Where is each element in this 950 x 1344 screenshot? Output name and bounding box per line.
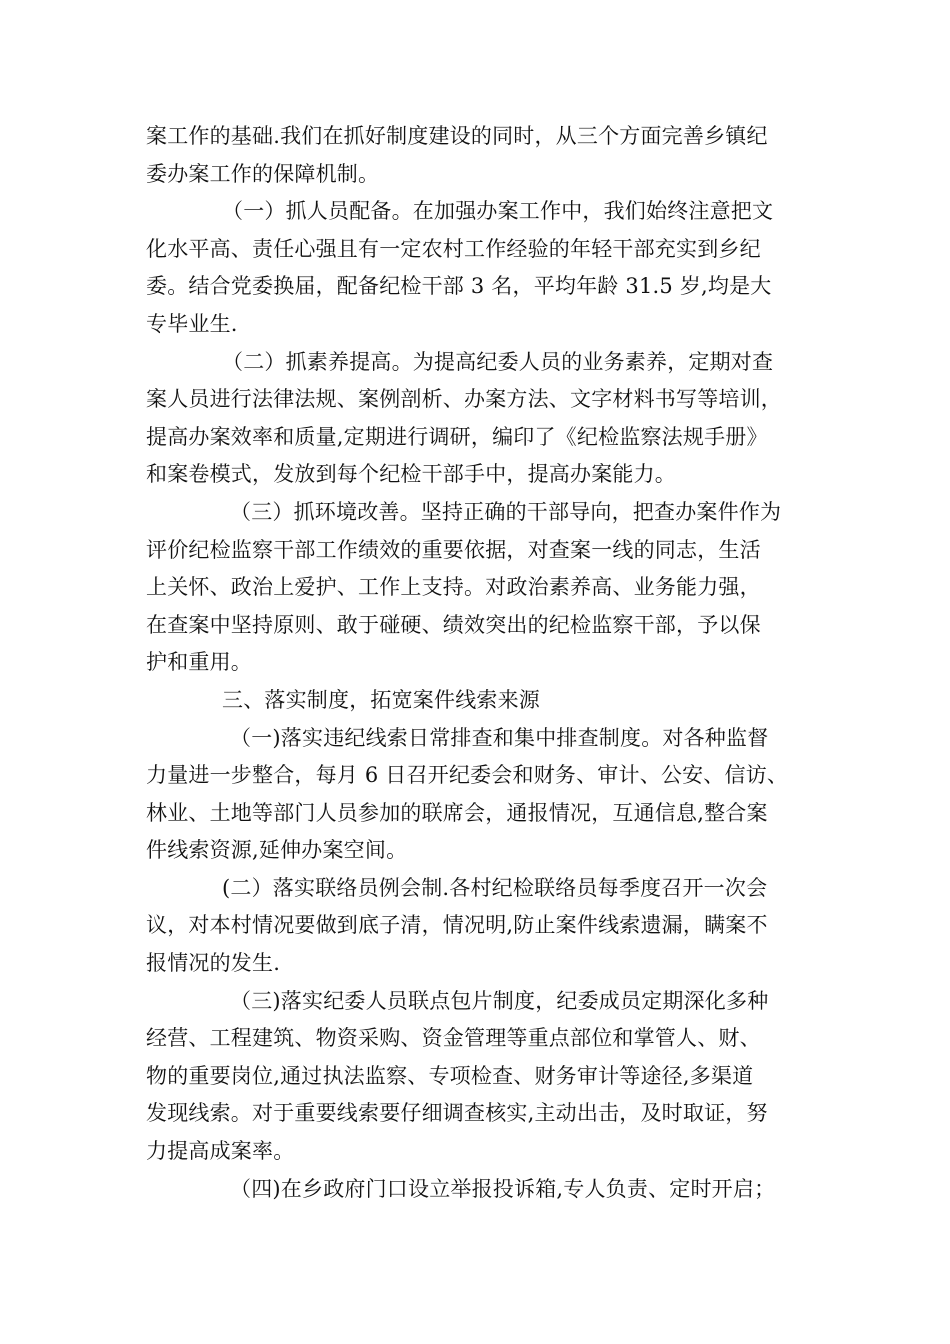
text-line: 议，对本村情况要做到底子清，情况明,防止案件线索遗漏，瞒案不 (146, 913, 768, 938)
text-line: 化水平高、责任心强且有一定农村工作经验的年轻干部充实到乡纪 (146, 236, 761, 261)
paragraph-start: （二）抓素养提高。为提高纪委人员的业务素养，定期对查 (222, 349, 774, 374)
paragraph-start: （一）抓人员配备。在加强办案工作中，我们始终注意把文 (222, 199, 774, 224)
text-line: 案工作的基础.我们在抓好制度建设的同时，从三个方面完善乡镇纪 (146, 124, 768, 148)
text-line: 力量进一步整合，每月 6 日召开纪委会和财务、审计、公安、信访、 (146, 763, 789, 788)
text-line: 林业、土地等部门人员参加的联席会，通报情况，互通信息,整合案 (146, 800, 768, 825)
text-line: 件线索资源,延伸办案空间。 (146, 838, 408, 863)
text-line: 评价纪检监察干部工作绩效的重要依据，对查案一线的同志，生活 (146, 537, 761, 562)
paragraph-start: （一)落实违纪线索日常排查和集中排查制度。对各种监督 (230, 725, 769, 750)
paragraph-start: （三）抓环境改善。坚持正确的干部导向，把查办案件作为 (230, 499, 782, 524)
text-line: 提高办案效率和质量,定期进行调研，编印了《纪检监察法规手册》 (146, 424, 768, 449)
text-line: 委。结合党委换届，配备纪检干部 3 名，平均年龄 31.5 岁,均是大 (146, 274, 772, 299)
text-line: 上关怀、政治上爱护、工作上支持。对政治素养高、业务能力强， (146, 575, 761, 600)
text-line: 委办案工作的保障机制。 (146, 161, 380, 186)
document-body (146, 118, 810, 1208)
paragraph-start: （三)落实纪委人员联点包片制度，纪委成员定期深化多种 (230, 988, 769, 1013)
text-line: 物的重要岗位,通过执法监察、专项检查、财务审计等途径,多渠道 (146, 1063, 754, 1088)
text-line: 力提高成案率。 (146, 1139, 295, 1164)
paragraph-start: （四)在乡政府门口设立举报投诉箱,专人负责、定时开启； (230, 1176, 776, 1201)
text-line: 护和重用。 (146, 650, 252, 675)
text-line: 经营、工程建筑、物资采购、资金管理等重点部位和掌管人、财、 (146, 1026, 761, 1051)
section-heading: 三、落实制度，拓宽案件线索来源 (222, 687, 540, 712)
text-line: 发现线索。对于重要线索要仔细调查核实,主动出击，及时取证，努 (146, 1101, 768, 1126)
text-line: 在查案中坚持原则、敢于碰硬、绩效突出的纪检监察干部，予以保 (146, 612, 761, 637)
text-line: 案人员进行法律法规、案例剖析、办案方法、文字材料书写等培训， (146, 387, 782, 412)
text-line: 专毕业生. (146, 311, 238, 336)
paragraph-start: (二）落实联络员例会制.各村纪检联络员每季度召开一次会 (222, 875, 768, 900)
text-line: 报情况的发生. (146, 951, 281, 976)
text-line: 和案卷模式，发放到每个纪检干部手中，提高办案能力。 (146, 462, 676, 487)
